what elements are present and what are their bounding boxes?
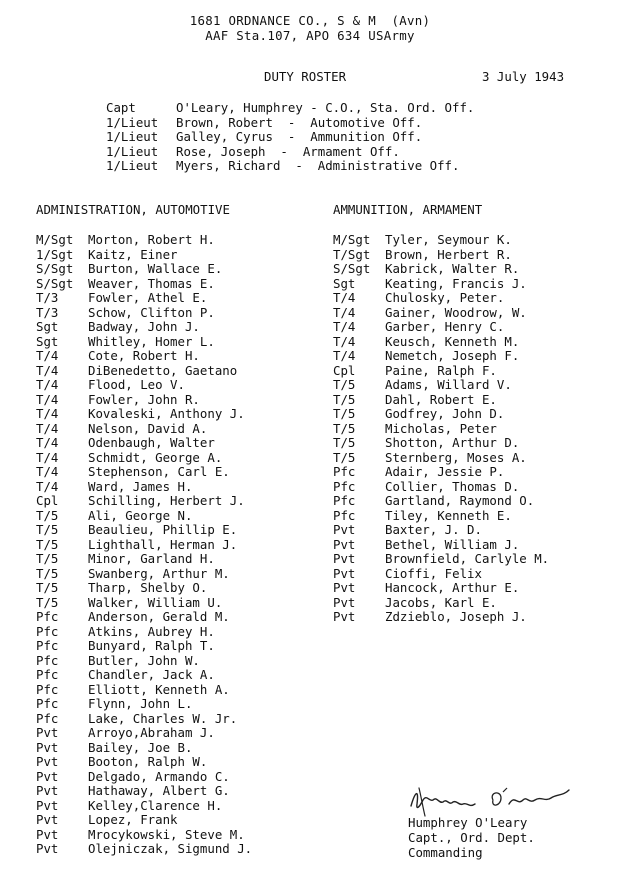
rank: T/4 bbox=[333, 348, 356, 363]
soldier-name: Flood, Leo V. bbox=[88, 377, 185, 392]
officer-assignment: Myers, Richard - Administrative Off. bbox=[176, 158, 460, 173]
signatory-name: Humphrey O'Leary bbox=[408, 815, 528, 830]
roster-row bbox=[333, 291, 549, 306]
roster-row bbox=[36, 610, 252, 625]
rank: T/5 bbox=[333, 449, 356, 465]
rank: S/Sgt bbox=[36, 261, 74, 276]
roster-row bbox=[36, 393, 252, 408]
roster-row bbox=[36, 625, 252, 640]
roster-row bbox=[333, 248, 549, 263]
rank: Pvt bbox=[333, 536, 356, 552]
soldier-name: Tiley, Kenneth E. bbox=[385, 507, 512, 523]
right-roster bbox=[333, 233, 549, 625]
rank: Capt bbox=[106, 100, 136, 115]
soldier-name: Schow, Clifton P. bbox=[88, 304, 215, 320]
soldier-name: Bethel, William J. bbox=[385, 536, 520, 552]
soldier-name: Badway, John J. bbox=[88, 319, 200, 334]
roster-row bbox=[333, 306, 549, 321]
rank: T/4 bbox=[36, 449, 59, 465]
unit-name: 1681 ORDNANCE CO., S & M (Avn) bbox=[189, 13, 431, 28]
roster-row bbox=[36, 320, 252, 335]
rank: T/5 bbox=[333, 435, 356, 450]
roster-row bbox=[36, 828, 252, 843]
rank: T/5 bbox=[36, 594, 59, 610]
roster-row bbox=[36, 465, 252, 480]
roster-row bbox=[36, 494, 252, 509]
soldier-name: Kaitz, Einer bbox=[88, 246, 178, 262]
roster-row bbox=[333, 523, 549, 538]
rank: Pfc bbox=[333, 493, 356, 508]
roster-row bbox=[36, 755, 252, 770]
roster-row bbox=[333, 364, 549, 379]
soldier-name: Kovaleski, Anthony J. bbox=[88, 406, 245, 421]
officer-assignment: Rose, Joseph - Armament Off. bbox=[176, 143, 400, 159]
roster-row bbox=[36, 668, 252, 683]
roster-row bbox=[36, 364, 252, 379]
soldier-name: Keusch, Kenneth M. bbox=[385, 333, 520, 349]
roster-row bbox=[333, 335, 549, 350]
roster-row bbox=[36, 726, 252, 741]
roster-row bbox=[333, 422, 549, 437]
soldier-name: DiBenedetto, Gaetano bbox=[88, 362, 238, 378]
roster-row bbox=[36, 407, 252, 422]
document-date: 3 July 1943 bbox=[482, 69, 565, 84]
roster-row bbox=[333, 509, 549, 524]
soldier-name: Tyler, Seymour K. bbox=[385, 232, 512, 247]
rank: Pvt bbox=[36, 841, 59, 856]
soldier-name: Jacobs, Karl E. bbox=[385, 594, 497, 610]
soldier-name: Atkins, Aubrey H. bbox=[88, 623, 215, 639]
roster-row bbox=[36, 581, 252, 596]
roster-row bbox=[36, 349, 252, 364]
soldier-name: Flynn, John L. bbox=[88, 696, 193, 711]
roster-row bbox=[333, 378, 549, 393]
soldier-name: Keating, Francis J. bbox=[385, 275, 527, 291]
roster-row bbox=[36, 813, 252, 828]
roster-row bbox=[36, 335, 252, 350]
rank: Pvt bbox=[333, 580, 356, 595]
soldier-name: Swanberg, Arthur M. bbox=[88, 565, 230, 581]
officer-assignment: O'Leary, Humphrey - C.O., Sta. Ord. Off. bbox=[176, 100, 475, 115]
roster-row bbox=[333, 320, 549, 335]
rank: Cpl bbox=[333, 362, 356, 378]
roster-row bbox=[36, 291, 252, 306]
roster-row bbox=[333, 277, 549, 292]
roster-row bbox=[36, 639, 252, 654]
rank: Pvt bbox=[333, 609, 356, 624]
rank: Pvt bbox=[36, 739, 59, 755]
officer-row bbox=[106, 145, 474, 160]
roster-row bbox=[36, 741, 252, 756]
roster-row bbox=[36, 567, 252, 582]
rank: Pfc bbox=[36, 623, 59, 639]
roster-row bbox=[36, 233, 252, 248]
roster-row bbox=[333, 262, 549, 277]
rank: T/5 bbox=[36, 565, 59, 581]
rank: Pfc bbox=[333, 478, 356, 494]
rank: Pfc bbox=[36, 681, 59, 697]
soldier-name: Kabrick, Walter R. bbox=[385, 261, 520, 276]
rank: Pvt bbox=[36, 768, 59, 784]
rank: S/Sgt bbox=[36, 275, 74, 291]
soldier-name: Dahl, Robert E. bbox=[385, 391, 497, 407]
rank: T/5 bbox=[36, 551, 59, 566]
rank: 1/Sgt bbox=[36, 246, 74, 262]
soldier-name: Walker, William U. bbox=[88, 594, 223, 610]
rank: Pfc bbox=[36, 609, 59, 624]
rank: T/5 bbox=[36, 536, 59, 552]
roster-row bbox=[333, 233, 549, 248]
rank: Pvt bbox=[36, 797, 59, 813]
officers-list bbox=[106, 101, 474, 174]
rank: Pfc bbox=[36, 638, 59, 653]
soldier-name: Elliott, Kenneth A. bbox=[88, 681, 230, 697]
rank: 1/Lieut bbox=[106, 158, 159, 173]
roster-row bbox=[36, 451, 252, 466]
soldier-name: Zdzieblo, Joseph J. bbox=[385, 609, 527, 624]
soldier-name: Adams, Willard V. bbox=[385, 377, 512, 392]
roster-row bbox=[36, 842, 252, 857]
rank: T/4 bbox=[36, 478, 59, 494]
roster-row bbox=[333, 436, 549, 451]
rank: Pfc bbox=[36, 710, 59, 726]
officer-assignment: Brown, Robert - Automotive Off. bbox=[176, 114, 423, 130]
rank: T/5 bbox=[333, 377, 356, 392]
roster-row bbox=[333, 393, 549, 408]
soldier-name: Schmidt, George A. bbox=[88, 449, 223, 465]
roster-row bbox=[36, 596, 252, 611]
soldier-name: Ali, George N. bbox=[88, 507, 193, 523]
rank: T/4 bbox=[36, 348, 59, 363]
rank: T/4 bbox=[333, 290, 356, 305]
rank: T/4 bbox=[333, 319, 356, 334]
roster-row bbox=[333, 480, 549, 495]
roster-row bbox=[333, 494, 549, 509]
rank: Pvt bbox=[36, 812, 59, 827]
roster-row bbox=[333, 407, 549, 422]
soldier-name: Burton, Wallace E. bbox=[88, 261, 223, 276]
roster-row bbox=[333, 581, 549, 596]
soldier-name: Fowler, Athel E. bbox=[88, 290, 208, 305]
soldier-name: Gainer, Woodrow, W. bbox=[385, 304, 527, 320]
roster-row bbox=[36, 422, 252, 437]
soldier-name: Fowler, John R. bbox=[88, 391, 200, 407]
rank: T/4 bbox=[36, 406, 59, 421]
rank: Pvt bbox=[333, 522, 356, 537]
roster-row bbox=[36, 436, 252, 451]
roster-row bbox=[333, 538, 549, 553]
soldier-name: Delgado, Armando C. bbox=[88, 768, 230, 784]
soldier-name: Sternberg, Moses A. bbox=[385, 449, 527, 465]
soldier-name: Bailey, Joe B. bbox=[88, 739, 193, 755]
rank: T/5 bbox=[36, 522, 59, 537]
soldier-name: Hathaway, Albert G. bbox=[88, 783, 230, 798]
rank: 1/Lieut bbox=[106, 143, 159, 159]
rank: 1/Lieut bbox=[106, 114, 159, 130]
soldier-name: Whitley, Homer L. bbox=[88, 333, 215, 349]
rank: T/4 bbox=[36, 420, 59, 436]
soldier-name: Beaulieu, Phillip E. bbox=[88, 522, 238, 537]
soldier-name: Anderson, Gerald M. bbox=[88, 609, 230, 624]
soldier-name: Booton, Ralph W. bbox=[88, 754, 208, 769]
soldier-name: Schilling, Herbert J. bbox=[88, 493, 245, 508]
rank: Pvt bbox=[36, 783, 59, 798]
rank: Pvt bbox=[333, 565, 356, 581]
soldier-name: Brownfield, Carlyle M. bbox=[385, 551, 550, 566]
roster-row bbox=[36, 277, 252, 292]
rank: T/5 bbox=[333, 420, 356, 436]
rank: Sgt bbox=[36, 319, 59, 334]
soldier-name: Odenbaugh, Walter bbox=[88, 435, 215, 450]
officer-row bbox=[106, 116, 474, 131]
soldier-name: Collier, Thomas D. bbox=[385, 478, 520, 494]
roster-row bbox=[36, 552, 252, 567]
roster-row bbox=[36, 306, 252, 321]
soldier-name: Baxter, J. D. bbox=[385, 522, 482, 537]
soldier-name: Chandler, Jack A. bbox=[88, 667, 215, 682]
soldier-name: Cote, Robert H. bbox=[88, 348, 200, 363]
roster-row bbox=[36, 378, 252, 393]
rank: T/4 bbox=[36, 464, 59, 479]
roster-row bbox=[36, 248, 252, 263]
roster-row bbox=[333, 567, 549, 582]
roster-row bbox=[333, 610, 549, 625]
soldier-name: Arroyo,Abraham J. bbox=[88, 725, 215, 740]
officer-row bbox=[106, 101, 474, 116]
roster-row bbox=[36, 480, 252, 495]
roster-row bbox=[333, 451, 549, 466]
roster-row bbox=[36, 770, 252, 785]
rank: Pfc bbox=[36, 696, 59, 711]
roster-row bbox=[36, 712, 252, 727]
rank: T/5 bbox=[36, 580, 59, 595]
commander-signature bbox=[405, 782, 575, 818]
rank: Pvt bbox=[333, 594, 356, 610]
soldier-name: Lopez, Frank bbox=[88, 812, 178, 827]
soldier-name: Weaver, Thomas E. bbox=[88, 275, 215, 291]
rank: T/4 bbox=[333, 304, 356, 320]
rank: Pvt bbox=[36, 754, 59, 769]
officer-row bbox=[106, 159, 474, 174]
soldier-name: Bunyard, Ralph T. bbox=[88, 638, 215, 653]
roster-row bbox=[36, 523, 252, 538]
left-roster bbox=[36, 233, 252, 857]
soldier-name: Adair, Jessie P. bbox=[385, 464, 505, 479]
soldier-name: Godfrey, John D. bbox=[385, 406, 505, 421]
right-column-heading: AMMUNITION, ARMAMENT bbox=[333, 202, 483, 217]
left-column-heading: ADMINISTRATION, AUTOMOTIVE bbox=[36, 202, 230, 217]
roster-row bbox=[36, 538, 252, 553]
soldier-name: Garber, Henry C. bbox=[385, 319, 505, 334]
rank: Pfc bbox=[36, 667, 59, 682]
soldier-name: Olejniczak, Sigmund J. bbox=[88, 841, 253, 856]
roster-row bbox=[333, 596, 549, 611]
rank: T/4 bbox=[36, 377, 59, 392]
roster-row bbox=[333, 349, 549, 364]
rank: Pfc bbox=[333, 464, 356, 479]
roster-row bbox=[333, 552, 549, 567]
rank: Pfc bbox=[333, 507, 356, 523]
soldier-name: Nemetch, Joseph F. bbox=[385, 348, 520, 363]
rank: T/5 bbox=[333, 391, 356, 407]
rank: Pfc bbox=[36, 652, 59, 668]
soldier-name: Hancock, Arthur E. bbox=[385, 580, 520, 595]
rank: T/Sgt bbox=[333, 246, 371, 262]
roster-row bbox=[36, 509, 252, 524]
signatory-title: Capt., Ord. Dept. bbox=[408, 830, 535, 845]
document-title: DUTY ROSTER bbox=[264, 69, 347, 84]
rank: M/Sgt bbox=[333, 232, 371, 247]
soldier-name: Cioffi, Felix bbox=[385, 565, 482, 581]
soldier-name: Ward, James H. bbox=[88, 478, 193, 494]
rank: T/5 bbox=[333, 406, 356, 421]
soldier-name: Lighthall, Herman J. bbox=[88, 536, 238, 552]
rank: S/Sgt bbox=[333, 261, 371, 276]
rank: 1/Lieut bbox=[106, 129, 159, 144]
soldier-name: Lake, Charles W. Jr. bbox=[88, 710, 238, 726]
rank: T/3 bbox=[36, 290, 59, 305]
roster-row bbox=[36, 683, 252, 698]
soldier-name: Morton, Robert H. bbox=[88, 232, 215, 247]
soldier-name: Nelson, David A. bbox=[88, 420, 208, 436]
rank: T/4 bbox=[36, 362, 59, 378]
soldier-name: Shotton, Arthur D. bbox=[385, 435, 520, 450]
rank: T/4 bbox=[333, 333, 356, 349]
soldier-name: Mrocykowski, Steve M. bbox=[88, 826, 245, 842]
rank: T/4 bbox=[36, 435, 59, 450]
soldier-name: Paine, Ralph F. bbox=[385, 362, 497, 378]
soldier-name: Chulosky, Peter. bbox=[385, 290, 505, 305]
rank: Cpl bbox=[36, 493, 59, 508]
rank: Pvt bbox=[333, 551, 356, 566]
soldier-name: Tharp, Shelby O. bbox=[88, 580, 208, 595]
soldier-name: Butler, John W. bbox=[88, 652, 200, 668]
soldier-name: Micholas, Peter bbox=[385, 420, 497, 436]
soldier-name: Gartland, Raymond O. bbox=[385, 493, 535, 508]
roster-row bbox=[36, 262, 252, 277]
rank: Pvt bbox=[36, 826, 59, 842]
rank: Sgt bbox=[333, 275, 356, 291]
officer-assignment: Galley, Cyrus - Ammunition Off. bbox=[176, 129, 423, 144]
rank: T/5 bbox=[36, 507, 59, 523]
station-address: AAF Sta.107, APO 634 USArmy bbox=[205, 28, 415, 43]
rank: M/Sgt bbox=[36, 232, 74, 247]
soldier-name: Minor, Garland H. bbox=[88, 551, 215, 566]
roster-row bbox=[36, 654, 252, 669]
signatory-role: Commanding bbox=[408, 845, 483, 860]
roster-row bbox=[36, 799, 252, 814]
rank: Sgt bbox=[36, 333, 59, 349]
soldier-name: Stephenson, Carl E. bbox=[88, 464, 230, 479]
rank: Pvt bbox=[36, 725, 59, 740]
rank: T/4 bbox=[36, 391, 59, 407]
soldier-name: Brown, Herbert R. bbox=[385, 246, 512, 262]
roster-row bbox=[36, 784, 252, 799]
rank: T/3 bbox=[36, 304, 59, 320]
officer-row bbox=[106, 130, 474, 145]
roster-row bbox=[36, 697, 252, 712]
roster-row bbox=[333, 465, 549, 480]
soldier-name: Kelley,Clarence H. bbox=[88, 797, 223, 813]
